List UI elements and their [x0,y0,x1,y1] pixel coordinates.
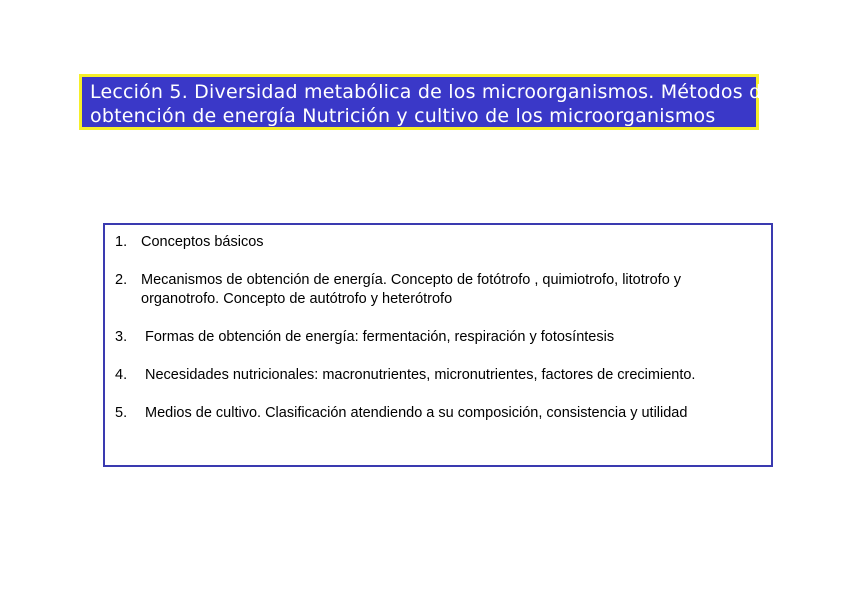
list-item-number: 4. [115,367,128,383]
list-item-number: 3. [115,329,128,345]
list-item [113,328,763,347]
list-item-text: Necesidades nutricionales: macronutrientes, micronutrientes, factores de crecimiento. [145,367,696,383]
list-item [113,404,763,423]
lesson-title-banner [79,74,774,130]
list-item [113,233,763,252]
list-item [113,271,763,309]
lesson-title-line-2: obtención de energía Nutrición y cultivo de los microorganismos [90,105,716,127]
list-item-text: Conceptos básicos [141,234,264,250]
list-item-text: Formas de obtención de energía: fermentación, respiración y fotosíntesis [145,329,615,345]
list-item-number: 1. [115,234,128,250]
list-item-text: Medios de cultivo. Clasificación atendiendo a su composición, consistencia y utilidad [145,405,688,421]
list-item-number: 5. [115,405,128,421]
topics-list-box [103,223,773,467]
list-item [113,366,763,385]
list-item-number: 2. [115,272,128,288]
list-item-text: Mecanismos de obtención de energía. Concepto de fotótrofo , quimiotrofo, litotrofo y organotrofo. Concepto de autótrofo y heterótrofo [141,272,682,307]
lesson-title-line-1: Lección 5. Diversidad metabólica de los microorganismos. Métodos de [90,81,774,103]
